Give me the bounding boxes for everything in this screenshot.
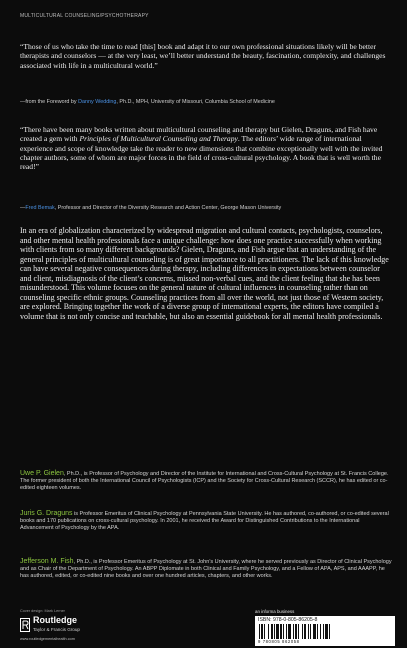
bio-draguns: Juris G. Draguns is Professor Emeritus of Clinical Psychology at Pennsylvania State University. He has authored, co-authored, or co-edited several books and 170 publications on cross-cultural psychology. In 2001, he received the Award for Distinguished Contributions to the International Advancement of Psychology by the APA. (20, 510, 389, 532)
publisher-url: www.routledgementalhealth.com (20, 637, 75, 641)
book-description: In an era of globalization characterized by widespread migration and cultural contacts, psychologists, counselors, and other mental health professionals face a unique challenge: how does one practice successfully when working with clients from so many different backgrounds? Gielen, Draguns, and Fish argue that an understanding of the general principles of multicultural counseling is of great importance to all practitioners. The lack of this knowledge can have several negative consequences during therapy, including differences in expectations between counselor and client, misdiagnosis of the client’s concerns, missed non-verbal cues, and the client feeling that she has been misunderstood. This volume focuses on the general nature of cultural influences in counseling rather than on counseling specific ethnic groups. Counseling practices from all over the world, not just those of Western society, are explored. Bringing together the work of a diverse group of international experts, the editors have compiled a volume that is not only concise and teachable, but also an essential guidebook for all mental health professionals. (20, 226, 389, 321)
quote-bemak-attribution: —Fred Bemak, Professor and Director of the Diversity Research and Action Center, George Mason University (20, 205, 282, 211)
cover-design-credit: Cover design: Mark Lerner (20, 609, 65, 613)
bio-name: Jefferson M. Fish (20, 558, 74, 565)
category-header: MULTICULTURAL COUNSELING/PSYCHOTHERAPY (20, 13, 149, 19)
bio-name: Juris G. Draguns (20, 510, 73, 517)
attrib-name-bemak: Fred Bemak (25, 205, 55, 211)
bio-name: Uwe P. Gielen (20, 470, 64, 477)
bio-gielen: Uwe P. Gielen, Ph.D., is Professor of Psychology and Director of the Institute for International and Cross-Cultural Psychology at St. Francis College. The former president of both the International Council of Psychologists (ICP) and the Society for Cross-Cultural Research (SCCR), he has edited or co-edited eighteen volumes. (20, 470, 389, 492)
barcode-icon (258, 624, 378, 639)
publisher-group: Taylor & Francis Group (33, 627, 80, 632)
informa-tagline: an informa business (255, 609, 295, 614)
bio-fish: Jefferson M. Fish, Ph.D., is Professor Emeritus of Psychology at St. John’s University, where he served previously as Director of Clinical Psychology and as Chair of the Department of Psychology. An ABPP Diplomate in both Clinical and Family Psychology, and a Fellow of APA, APS, and AAAPP, he has authored, edited, or co-edited nine books and over one hundred articles, chapters, and other works. (20, 558, 392, 580)
quote-wedding-attribution: —from the Foreword by Danny Wedding, Ph.D., MPH, University of Missouri, Columbia School of Medicine (20, 99, 275, 105)
barcode-panel (255, 616, 395, 646)
isbn-text: ISBN: 978-0-805-86205-8 (258, 617, 318, 623)
attrib-name-wedding: Danny Wedding (78, 99, 117, 105)
routledge-logo-icon (20, 618, 30, 632)
quote-bemak: “There have been many books written about multicultural counseling and therapy but Gielen, Draguns, and Fish have created a gem with Principles of Multicultural Counseling and Therapy. The editors’ wide range of international experience and scope of knowledge take the reader to new dimensions that combine exceptionally well with the invited chapter authors, some of whom are major forces in the field of cross-cultural psychology. A book that is well worth the read!” (20, 125, 383, 172)
quote-wedding: “Those of us who take the time to read [this] book and adapt it to our own professional situations likely will be better therapists and counselors — at the very least, we’ll better understand the beauty, fascination, complexity, and challenges associated with life in a multicultural world.” (20, 42, 386, 70)
publisher-name: Routledge (33, 615, 77, 625)
barcode-digits: 9 780805 862058 (258, 639, 300, 644)
book-title-italic: Principles of Multicultural Counseling and Therapy (79, 134, 238, 144)
cover-footer (0, 605, 407, 648)
